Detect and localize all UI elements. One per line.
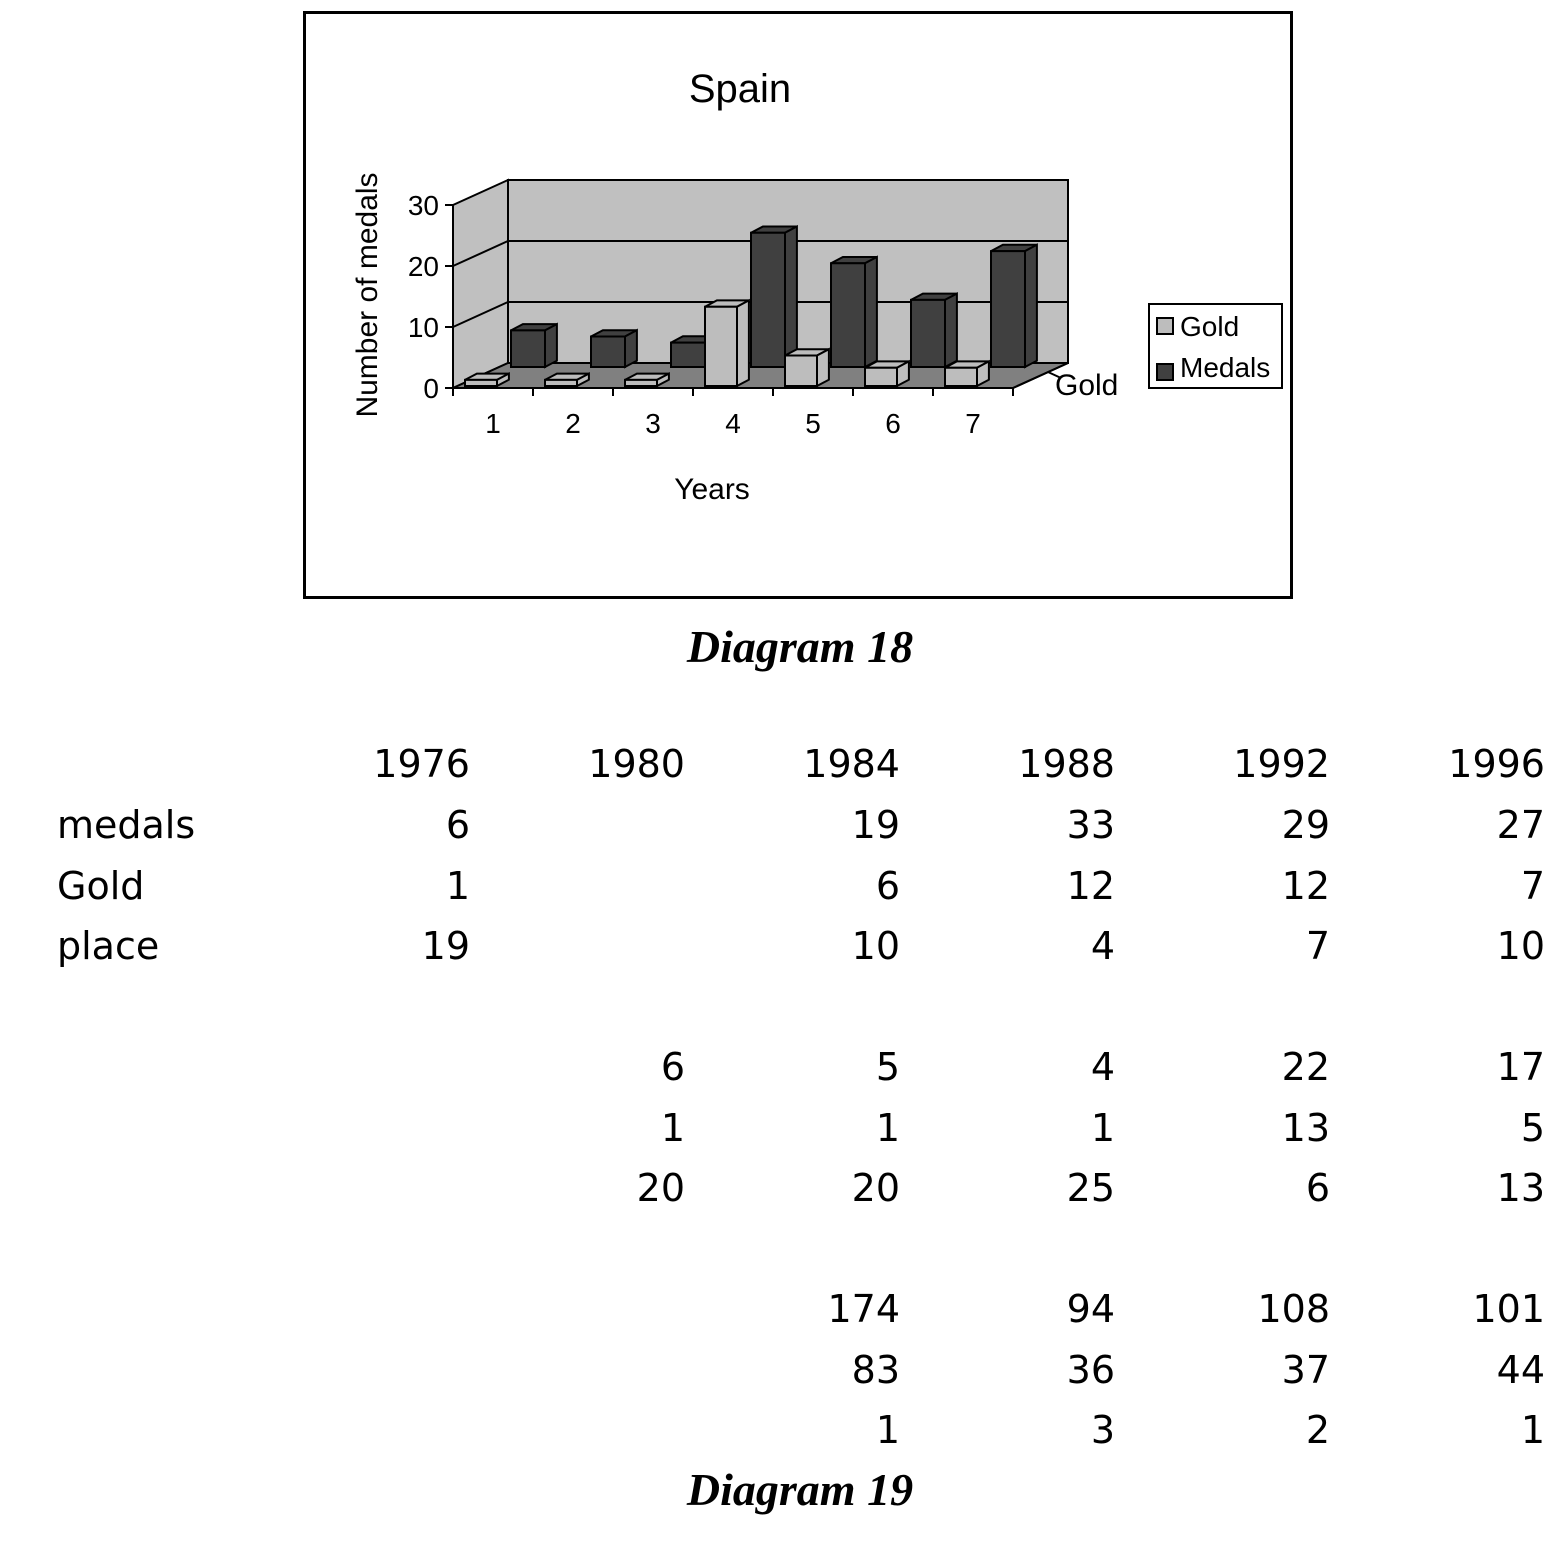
table-cell: 19 [421,924,470,968]
bar-medals-6-front [911,300,945,367]
table-cell: 12 [1066,863,1115,908]
table-cell: 4 [1090,924,1115,968]
depth-axis-label: Gold [1055,369,1119,402]
bar-medals-2-front [591,337,625,368]
y-tick-label: 10 [407,312,439,343]
bar-gold-4 [705,300,749,386]
bar-medals-4-front [751,233,785,367]
table-cell: 13 [1496,1166,1545,1210]
bar-medals-7-front [991,251,1025,367]
table-cell: 19 [851,803,900,847]
bar-gold-5 [785,349,829,386]
bar-medals-7-side [1025,245,1037,367]
bar-gold-2 [545,374,589,386]
table-cell: 29 [1281,803,1330,847]
row-label-gold: Gold [57,863,145,908]
table-cell: 25 [1066,1166,1115,1210]
year-header: 1984 [803,742,900,786]
bar-medals-6-side [945,294,957,367]
x-tick-label: 3 [645,408,661,439]
bar-medals-5-front [831,263,865,367]
table-cell: 1 [660,1105,685,1150]
y-axis-label: Number of medals [351,172,384,418]
y-tick-label: 0 [423,373,439,404]
year-header: 1980 [588,742,685,786]
table-cell: 1 [445,863,470,908]
bar-gold-3 [625,374,669,386]
y-tick-label: 20 [407,251,439,282]
table-cell: 1 [1520,1408,1545,1452]
row-label-medals: medals [57,803,196,847]
year-header: 1988 [1018,742,1115,786]
year-header: 1976 [373,742,470,786]
table-cell: 4 [1090,1045,1115,1089]
table-cell: 1 [875,1105,900,1150]
bar-medals-5-side [865,257,877,367]
x-tick-label: 7 [965,408,981,439]
table-cell: 27 [1496,803,1545,847]
year-header: 1996 [1448,742,1545,786]
x-tick-label: 1 [485,408,501,439]
table-cell: 1 [1090,1105,1115,1150]
bar-medals-2 [591,330,637,367]
bar-gold-6 [865,361,909,386]
table-cell: 17 [1496,1045,1545,1089]
bar-medals-1-side [545,324,557,367]
diagram-18-caption: Diagram 18 [686,621,914,672]
x-tick-label: 2 [565,408,581,439]
bar-medals-4 [751,227,797,368]
table-cell: 108 [1257,1287,1330,1331]
table-cell: 101 [1472,1287,1545,1331]
table-cell: 44 [1496,1347,1545,1392]
table-cell: 10 [851,924,900,968]
table-cell: 6 [1305,1166,1330,1210]
bar-medals-5 [831,257,877,367]
legend-swatch-gold [1157,318,1173,334]
y-tick-label: 30 [407,190,439,221]
table-cell: 7 [1305,924,1330,968]
x-tick-label: 4 [725,408,741,439]
table-cell: 37 [1281,1347,1330,1392]
bar-gold-5-front [785,356,817,387]
row-label-place: place [57,924,160,968]
bar-medals-3-front [671,343,705,367]
table-cell: 13 [1281,1105,1330,1150]
legend-label-gold: Gold [1180,311,1240,342]
bar-gold-7-front [945,368,977,386]
bar-gold-1 [465,374,509,386]
table-cell: 12 [1281,863,1330,908]
table-cell: 5 [1520,1105,1545,1150]
bar-medals-1 [511,324,557,367]
bar-medals-2-side [625,330,637,367]
bar-medals-7 [991,245,1037,367]
table-cell: 5 [875,1045,900,1089]
table-cell: 22 [1281,1045,1330,1089]
table-cell: 1 [875,1408,900,1452]
x-tick-label: 6 [885,408,901,439]
table-cell: 36 [1066,1347,1115,1392]
table-cell: 2 [1305,1408,1330,1452]
bar-medals-6 [911,294,957,367]
table-cell: 6 [660,1045,685,1089]
bar-medals-1-front [511,330,545,367]
table-cell: 10 [1496,924,1545,968]
table-cell: 6 [875,863,900,908]
bar-gold-2-front [545,380,577,386]
table-cell: 83 [851,1347,900,1392]
legend-swatch-medals [1157,364,1173,380]
chart-title: Spain [688,67,792,111]
x-tick-label: 5 [805,408,821,439]
bar-gold-6-front [865,368,897,386]
table-cell: 33 [1066,803,1115,847]
bar-gold-5-side [817,349,829,386]
legend-label-medals: Medals [1180,352,1271,383]
table-cell: 20 [636,1166,685,1210]
bar-gold-4-front [705,307,737,386]
chart-side-wall [453,180,508,388]
diagram-19-caption: Diagram 19 [686,1464,914,1515]
bar-gold-3-front [625,380,657,386]
bar-gold-4-side [737,300,749,386]
x-axis-label: Years [674,473,750,506]
bar-gold-1-front [465,380,497,386]
bar-gold-7 [945,361,989,386]
table-cell: 94 [1066,1287,1115,1331]
table-cell: 174 [827,1287,900,1331]
table-cell: 20 [851,1166,900,1210]
bar-medals-4-side [785,227,797,368]
table-cell: 3 [1090,1408,1115,1452]
year-header: 1992 [1233,742,1330,786]
table-cell: 6 [445,803,470,847]
table-cell: 7 [1520,863,1545,908]
